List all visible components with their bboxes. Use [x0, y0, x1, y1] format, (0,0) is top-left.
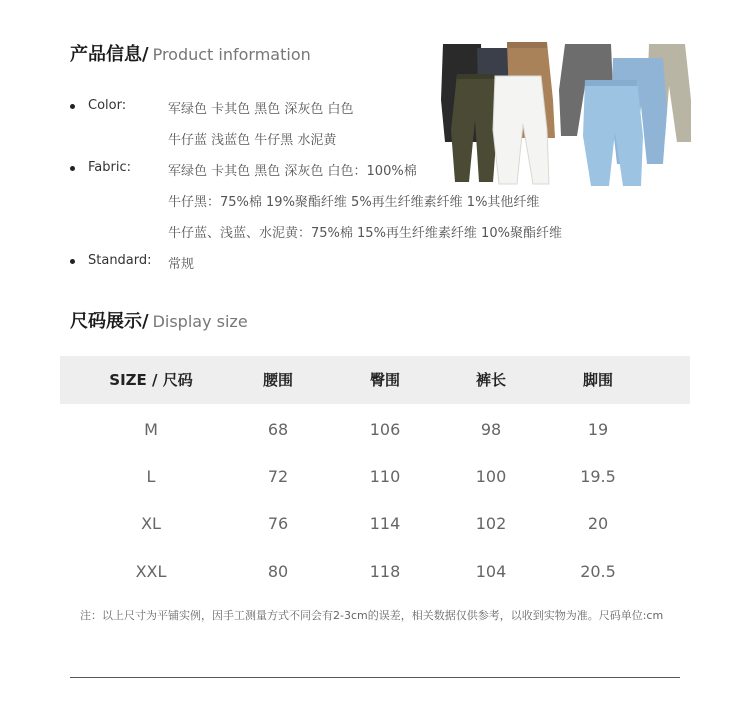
leg-opening-cell: 20	[587, 514, 609, 533]
leg-opening-cell: 20.5	[580, 562, 616, 581]
header-size: SIZE / 尺码	[109, 371, 193, 389]
hip-cell: 118	[369, 562, 401, 581]
length-cell: 100	[475, 467, 507, 486]
header-hip: 臀围	[369, 371, 400, 389]
waist-cell: 76	[267, 514, 289, 533]
header-leg-opening: 脚围	[582, 371, 613, 389]
color-label: Color:	[88, 98, 127, 113]
header-waist: 腰围	[262, 371, 293, 389]
display-size-title-cn: 尺码展示/	[70, 311, 149, 332]
hip-cell: 106	[369, 420, 401, 439]
hip-cell: 110	[369, 467, 401, 486]
size-cell: L	[146, 467, 156, 486]
display-size-title-en: Display size	[152, 312, 248, 331]
measurement-note: 注：以上尺寸为平铺实例，因手工测量方式不同会有2-3cm的误差，相关数据仅供参考，以收到实物为准。尺码单位:cm	[80, 609, 664, 622]
product-info-title-cn: 产品信息/	[70, 44, 149, 65]
fabric-values-line-1: 军绿色 卡其色 黑色 深灰色 白色：100%棉	[168, 164, 417, 179]
bullet-icon	[70, 104, 75, 109]
product-photo	[437, 40, 693, 190]
leg-opening-cell: 19	[587, 420, 609, 439]
fabric-values-line-2: 牛仔黑：75%棉 19%聚酯纤维 5%再生纤维素纤维 1%其他纤维	[168, 195, 540, 210]
length-cell: 104	[475, 562, 507, 581]
product-info-title	[70, 40, 311, 66]
color-values-line-2: 牛仔蓝 浅蓝色 牛仔黑 水泥黄	[168, 133, 337, 148]
white-pants-image	[493, 76, 549, 184]
denim-blue-pants-image	[583, 80, 643, 186]
product-info-title-en: Product information	[152, 45, 311, 64]
bullet-icon	[70, 259, 75, 264]
display-size-title	[70, 307, 248, 333]
waist-cell: 68	[267, 420, 289, 439]
size-table-header	[60, 356, 690, 404]
bottom-divider	[70, 677, 680, 678]
waist-cell: 80	[267, 562, 289, 581]
bullet-icon	[70, 166, 75, 171]
size-cell: M	[144, 420, 158, 439]
size-cell: XXL	[135, 562, 167, 581]
header-length: 裤长	[475, 371, 506, 389]
army-green-pants-image	[451, 74, 497, 182]
size-cell: XL	[141, 514, 161, 533]
hip-cell: 114	[369, 514, 401, 533]
length-cell: 102	[475, 514, 507, 533]
waist-cell: 72	[267, 467, 289, 486]
leg-opening-cell: 19.5	[580, 467, 616, 486]
standard-value: 常规	[168, 257, 195, 272]
fabric-values-line-3: 牛仔蓝、浅蓝、水泥黄：75%棉 15%再生纤维素纤维 10%聚酯纤维	[168, 226, 562, 241]
fabric-label: Fabric:	[88, 160, 131, 175]
length-cell: 98	[480, 420, 502, 439]
standard-label: Standard:	[88, 253, 152, 268]
color-values-line-1: 军绿色 卡其色 黑色 深灰色 白色	[168, 102, 354, 117]
